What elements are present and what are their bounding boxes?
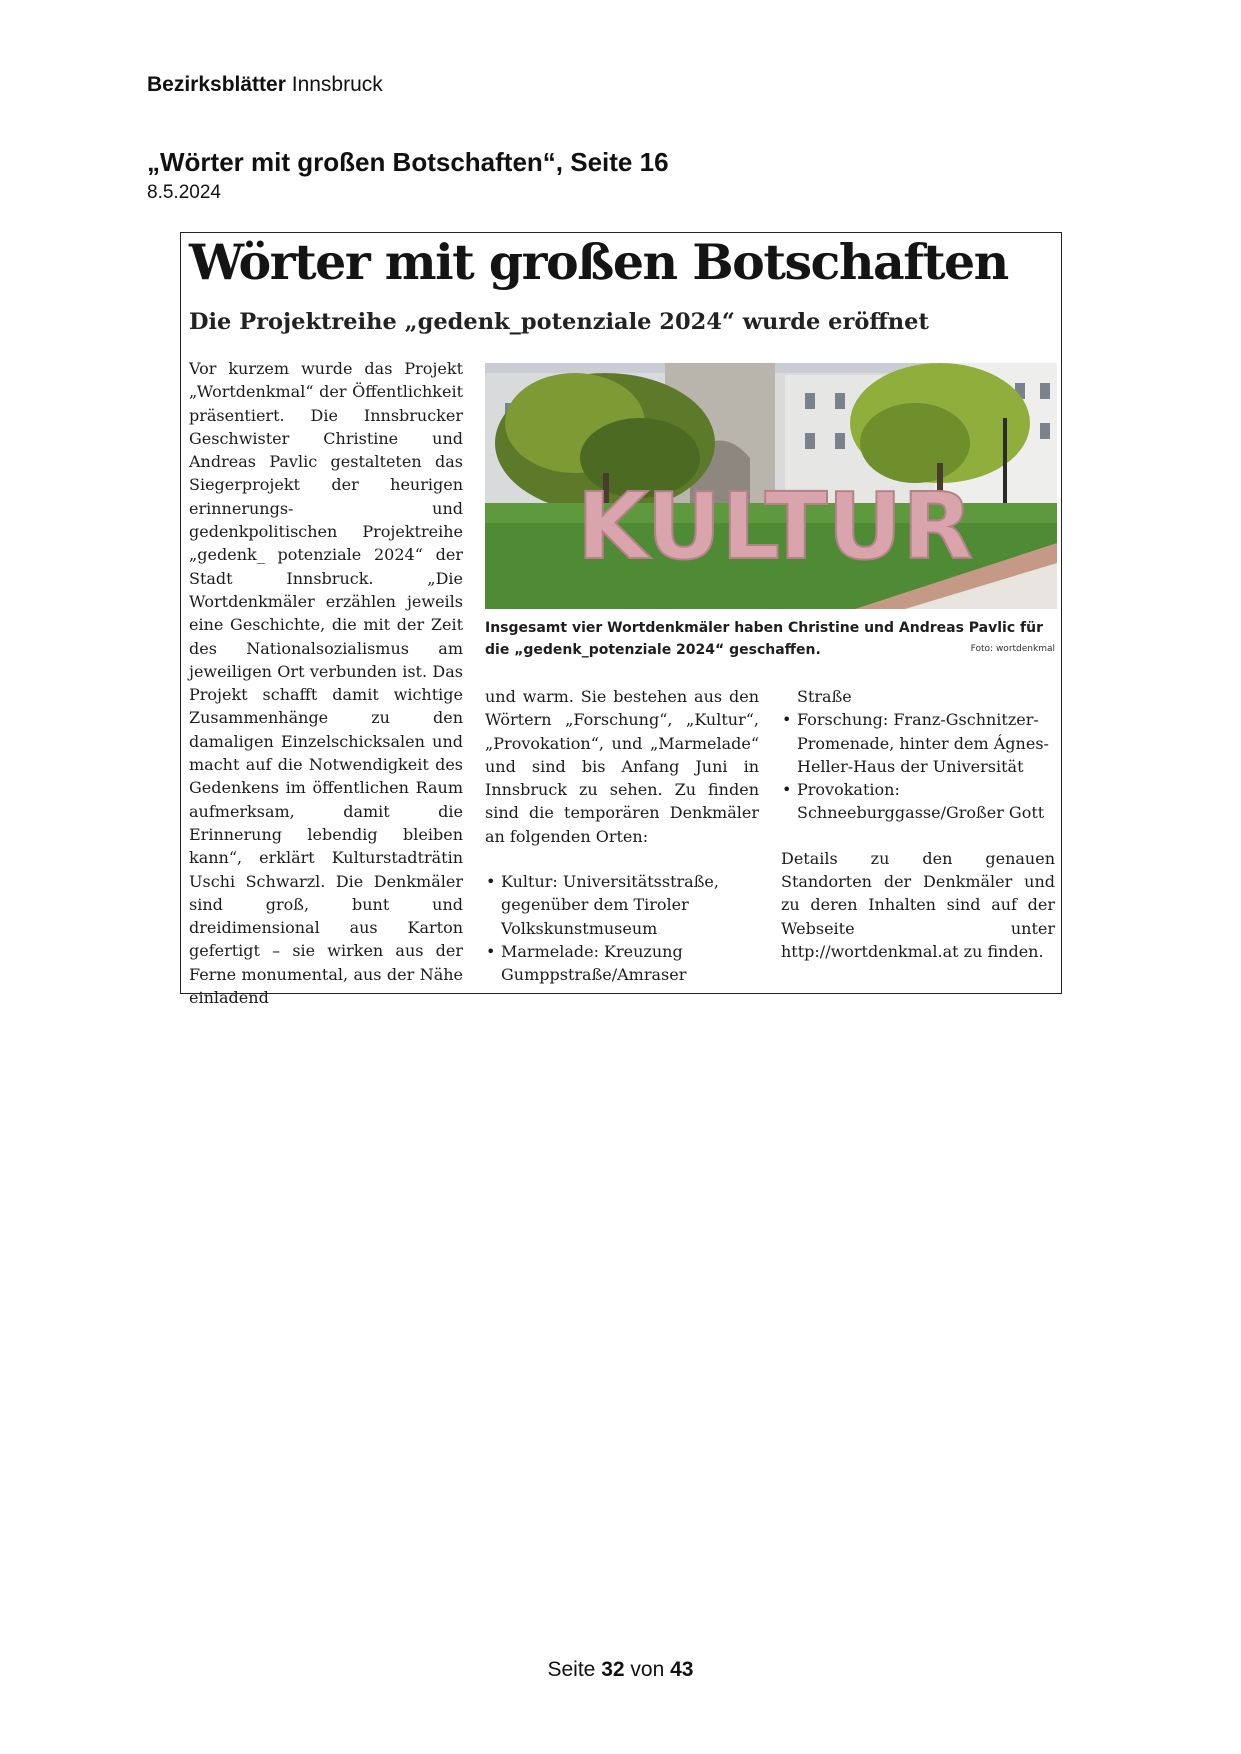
article-column-2: [485, 685, 759, 987]
list-item: • Marmelade: Kreuzung Gumppstraße/Amraser: [485, 940, 759, 987]
page-number: [0, 1658, 1241, 1682]
kultur-photo-illustration: [485, 363, 1057, 609]
article-headline: Wörter mit großen Botschaften: [189, 233, 1008, 291]
list-item: • Forschung: Franz-Gschnitzer-Promenade, hinter dem Ágnes-Heller-Haus der Universität: [781, 708, 1055, 778]
article-paragraph: Details zu den genauen Standorten der Denkmäler und zu deren Inhalten sind auf der Webseite unter http://wortdenkmal.at zu finden.: [781, 848, 1055, 961]
list-item-continuation: Straße: [797, 687, 852, 706]
page-number-total: 43: [670, 1658, 694, 1681]
newspaper-clipping: [180, 232, 1062, 1008]
list-item: • Provokation: Schneeburggasse/Großer Gott: [781, 778, 1055, 825]
page-number-current: 32: [601, 1658, 625, 1681]
publication-name: [147, 73, 383, 97]
location-list: [781, 708, 1055, 824]
photo-caption: Insgesamt vier Wortdenkmäler haben Christine und Andreas Pavlic für die „gedenk_potenziale 2024“ geschaffen.: [485, 620, 1043, 658]
page-number-middle: von: [630, 1658, 665, 1681]
publication-name-city: Innsbruck: [291, 73, 383, 96]
article-column-1: [189, 357, 463, 1009]
article-column-3: [781, 685, 1055, 963]
list-item: • Kultur: Universitätsstraße, gegenüber dem Tiroler Volkskunstmuseum: [485, 870, 759, 940]
article-photo: [485, 363, 1057, 609]
publication-name-bold: Bezirksblätter: [147, 73, 286, 96]
article-paragraph: Vor kurzem wurde das Projekt „Wortdenkmal“ der Öffentlichkeit präsentiert. Die Innsbrucker Geschwister Christine und Andreas Pavlic gestalteten das Siegerprojekt der heurigen erinnerungs- und gedenkpolitischen Projektreihe „gedenk_ potenziale 2024“ der Stadt Innsbruck. „Die Wortdenkmäler erzählen jeweils eine Geschichte, die mit der Zeit des Nationalsozialismus am jeweiligen Ort verbunden ist. Das Projekt schafft damit wichtige Zusammenhänge zu den damaligen Einzelschicksalen und macht auf die Notwendigkeit des Gedenkens im öffentlichen Raum aufmerksam, damit die Erinnerung lebendig bleiben kann“, erklärt Kulturstadträtin Uschi Schwarzl. Die Denkmäler sind groß, bunt und dreidimensional aus Karton gefertigt – sie wirken aus der Ferne monumental, aus der Nähe einladend: [189, 359, 463, 1008]
article-paragraph: und warm. Sie bestehen aus den Wörtern „Forschung“, „Kultur“, „Provokation“, und „Marmelade“ und sind bis Anfang Juni in Innsbruck zu sehen. Zu finden sind die temporären Denkmäler an folgenden Orten:: [485, 687, 759, 846]
page-number-prefix: Seite: [547, 1658, 596, 1681]
document-date: 8.5.2024: [147, 182, 221, 203]
kultur-letters: KULTUR: [576, 473, 974, 580]
document-title: „Wörter mit großen Botschaften“, Seite 16: [147, 147, 669, 177]
article-subhead: Die Projektreihe „gedenk_potenziale 2024“ wurde eröffnet: [189, 309, 929, 335]
photo-credit: Foto: wortdenkmal: [970, 644, 1055, 654]
location-list: [485, 870, 759, 986]
